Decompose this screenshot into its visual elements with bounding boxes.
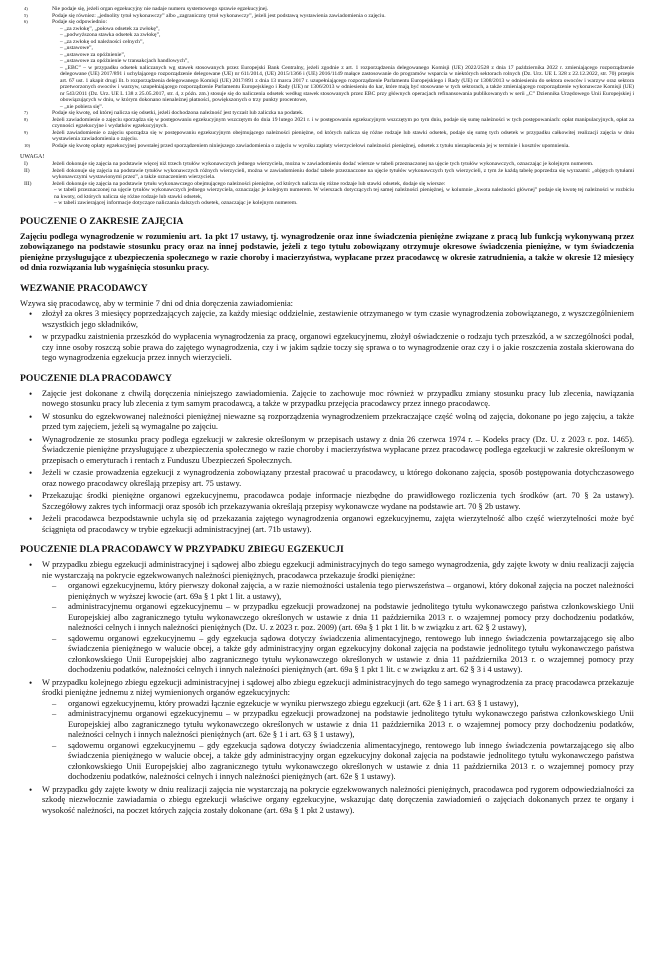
footnote: 5) Podaje się równiez: „jednolity tytuł wykonawczy” albo „zagraniczny tytuł wykonawczy”, jeżeli jest podstawą wystawienia zawiadomienia o zajęciu.: [24, 12, 386, 19]
footnote-option: – „podwyższona stawka odsetek za zwłokę”,: [60, 32, 161, 38]
footnote-option: – „ustawowe”,: [60, 45, 93, 51]
wezwanie-list: [20, 309, 634, 364]
list-item: • złożył za okres 3 miesięcy poprzedzających zajęcie, za każdy miesiąc oddzielnie, zestawienie otrzymanego w tym czasie wynagrodzenia zobowiązanego, z wyszczególnieniem wszystkich jego składników,: [42, 309, 634, 330]
footnote: 10) Podaje się kwotę opłaty egzekucyjnej powstałej przed sporządzeniem niniejszego zawiadomienia o zajęciu w wyniku zapłaty wierzycielowi należności pieniężnej, odsetek z tytułu niezapłacenia jej w terminie i kosztów upomnienia.: [24, 142, 570, 149]
section-heading-zakres: POUCZENIE O ZAKRESIE ZAJĘCIA: [20, 215, 184, 227]
uwaga-section: [20, 154, 634, 207]
list-item: • w przypadku zaistnienia przeszkód do wypłacenia wynagrodzenia za pracę, organowi egzekucyjnemu, złożył oświadczenie o rodzaju tych przeszkód, a w szczególności podał, czy inne osoby roszczą sobie prawa do zajętego wynagrodzenia, czy i w jakim sądzie toczy się sprawa o to wynagrodzenie oraz czy i o jakie roszczenia została skierowana do tego wynagrodzenia egzekucja przez innych wierzycieli.: [42, 332, 634, 364]
footnote: 4) Nie podaje się, jeżeli organ egzekucyjny nie nadaje numeru systemowego sprawie egzekucyjnej.: [24, 6, 269, 12]
wezwanie-intro: Wzywa się pracodawcę, aby w terminie 7 dni od dnia doręczenia zawiadomienia:: [20, 298, 294, 308]
uwaga-title: UWAGA!: [20, 154, 45, 160]
footnote: 8) Jeżeli zawiadomienie o zajęciu sporządza się w postępowaniu egzekucyjnym wszczętym do dnia 19 lutego 2021 r. i w postępowaniu egzekucyjnym wszczętym po tym dniu, podaje się sumę należności w tych postępowaniach: opłat manipulacyjnych, opłat za czynności egzekucyjne i wydatków egzekucyjnych.: [24, 116, 634, 129]
zbieg-list: [20, 560, 634, 816]
footnote-option: – „nie pobiera się”.: [60, 103, 104, 110]
zbieg-sublist-1: [42, 581, 634, 676]
list-item: • Wynagrodzenie ze stosunku pracy podlega egzekucji w zakresie określonym w przepisach ustawy z dnia 26 czerwca 1974 r. – Kodeks pracy (Dz. U. z 2023 r. poz. 1465). Świadczenie pieniężne przysługujące z ubezpieczenia społecznego w razie choroby i macierzyństwa wypłacane przez pracodawcę podlega egzekucji w zakresie określonym w przepisach o emeryturach i rentach z Funduszu Ubezpieczeń Społecznych.: [42, 435, 634, 467]
uwaga-item: II) Jeżeli dokonuje się zajęcia na podstawie tytułów wykonawczych różnych wierzycieli, można w zawiadomieniu dodać tabele przeznaczone na ujęcie tytułów wykonawczych tych wierzycieli, z tym że każdą tabelę poprzedza się wyrazami: „objętych tytułami wykonawczymi wystawionymi przez”, a także oznaczeniem wierzyciela.: [24, 167, 634, 180]
sublist-item: – administracyjnemu organowi egzekucyjnemu – w przypadku egzekucji prowadzonej na podstawie jednolitego tytułu wykonawczego państwa członkowskiego Unii Europejskiej albo zagranicznego tytułu wykonawczego określonych w ustawie z dnia 11 października 2013 r. o wzajemnej pomocy przy dochodzeniu podatków, należności celnych i innych należności pieniężnych (art. 62e § 1 i art. 63 § 1 ustawy),: [68, 709, 634, 741]
list-item: • W stosunku do egzekwowanej należności pieniężnej niewazne są rozporządzenia wynagrodzeniem przekraczające część wolną od zajęcia, dokonane po jego zajęciu, a także przed tym zajęciem, jeżeli są wymagalne po zajęciu.: [42, 412, 634, 433]
footnote: 9) Jeżeli zawiadomienie o zajęciu sporządza się w postępowaniu egzekucyjnym obejmującego należności pieniężne, od których nalicza się różne rodzaje lub stawki odsetek, podaje się sumę tych odsetek w przypadku całkowitej realizacji zajęcia w dniu wystawienia zawiadomienia o zajęciu.: [24, 129, 634, 142]
sublist-item: – sądowemu organowi egzekucyjnemu – gdy egzekucja sądowa dotyczy świadczenia alimentacyjnego, rentowego lub innego świadczenia powtarzającego się albo świadczenia pieniężnego w walucie obcej, a także gdy administracyjny organ egzekucyjny dokonał zajęcia na podstawie jednolitego tytułu wykonawczego państwa członkowskiego Unii Europejskiej albo zagranicznego tytułu wykonawczego określonych w ustawie z dnia 11 października 2013 r. o wzajemnej pomocy przy dochodzeniu podatków, należności celnych i innych należności pieniężnych (art. 62e § 1 ustawy).: [68, 741, 634, 783]
footnote: 7) Podaje się kwotę, od której nalicza się odsetki, jeżeli dochodzona należność jest tyczaśt lub zaliczka na podatek.: [24, 110, 304, 116]
section-heading-pouczenie: POUCZENIE DLA PRACODAWCY: [20, 372, 172, 384]
list-item: • Jeżeli w czasie prowadzenia egzekucji z wynagrodzenia zobowiązany przestał pracować u pracodawcy, u którego dokonano zajęcia, sposób postępowania dotychczasowego oraz nowego pracodawcy określają przepisy art. 75 ustawy.: [42, 468, 634, 489]
uwaga-subitem: – w tabeli zawierającej informacje dotyczące naliczania dalszych odsetek, oznaczając je kolejnym numerem.: [54, 200, 298, 206]
list-item: • Jeżeli pracodawca bezpodstawnie uchyla się od przekazania zajętego wynagrodzenia organowi egzekucyjnemu, zajęta wierzytelność albo część wierzytelności może być ściągnięta od pracodawcy w trybie egzekucji administracyjnej (art. 71b ustawy).: [42, 514, 634, 535]
footnote-option: – „za zwłokę od należności celnych”,: [60, 38, 144, 45]
footnote: 6) Podaje się odpowiednio:: [24, 19, 107, 25]
footnotes-section: [20, 6, 634, 149]
pouczenie-list: [20, 389, 634, 536]
footnote-option: – „ustawowe za opóźnienie w transakcjach handlowych”,: [60, 58, 189, 64]
list-item: • W przypadku gdy zajęte kwoty w dniu realizacji zajęcia nie wystarczają na pokrycie egzekwowanych należności pieniężnych, pracodawca pod rygorem odpowiedzialności za szkodę niezwłocznie zawiadamia o zbiegu egzekucji właściwe organy egzekucyjne, wskazując datę doręczenia zawiadomień o zajęciach dokonanych przez te organy i wysokość należności, na poczet których zajęcia zostały dokonane (art. 69a § 1 pkt 2 ustawy).: [42, 785, 634, 817]
uwaga-subitem: – w tabeli przeznaczonej na ujęcie tytułów wykonawczych jednego wierzyciela, oznaczając je kolejnym numerem. W wierszach dotyczących tej samej należności pieniężnej, w kolumnie „kwota należności głównej” podaje się kwotę tej należności w rozbiciu na kwoty, od których nalicza się różne rodzaje lub stawki odsetek,: [54, 187, 634, 200]
uwaga-item: I) Jeżeli dokonuje się zajęcia na podstawie więcej niż trzech tytułów wykonawczych jednego wierzyciela, można w zawiadomieniu dodać wiersze w tabeli przeznaczonej na ujęcie tych tytułów wykonawczych, oznaczając je kolejnym numerem.: [24, 161, 594, 167]
list-item: • Zajęcie jest dokonane z chwilą doręczenia niniejszego zawiadomienia. Zajęcie to zachowuje moc również w przypadku zmiany stosunku pracy lub zlecenia, nawiązania nowego stosunku pracy lub zlecenia z tym samym pracodawcą, a także w przypadku przejęcia pracodawcy przez innego pracodawcę.: [42, 389, 634, 410]
section-heading-wezwanie: WEZWANIE PRACODAWCY: [20, 282, 148, 294]
list-item: [42, 560, 634, 676]
sublist-item: – organowi egzekucyjnemu, który pierwszy dokonał zajęcia, a w razie niemożności ustalenia tego pierwszeństwa – organowi, który dokonał zajęcia na poczet należności pieniężnych w wyższej kwocie (art. 69a § 1 pkt 1 lit. a ustawy),: [68, 581, 634, 602]
uwaga-item: III) Jeżeli dokonuje się zajęcia na podstawie tytułu wykonawczego obejmującego należności pieniężne, od których nalicza się różne rodzaje lub stawki odsetek, dodaje się wiersze:: [24, 180, 446, 187]
list-item: [42, 678, 634, 783]
section-heading-zbieg: POUCZENIE DLA PRACODAWCY W PRZYPADKU ZBIEGU EGZEKUCJI: [20, 544, 344, 555]
footnote-option: – „za zwłokę”, „połowa odsetek za zwłokę”,: [60, 25, 160, 32]
sublist-item: – organowi egzekucyjnemu, który prowadzi łącznie egzekucje w wyniku pierwszego zbiegu egzekucji (art. 62e § 1 i art. 63 § 1 ustawy),: [68, 699, 634, 710]
sublist-item: – sądowemu organowi egzekucyjnemu – gdy egzekucja sądowa dotyczy świadczenia alimentacyjnego, rentowego lub innego świadczenia powtarzającego się albo świadczenia pieniężnego w walucie obcej, a także gdy administracyjny organ egzekucyjny dokonał zajęcia na podstawie jednolitego tytułu wykonawczego państwa członkowskiego Unii Europejskiej albo zagranicznego tytułu wykonawczego określonych w ustawie z dnia 11 października 2013 r. o wzajemnej pomocy przy dochodzeniu podatków, należności celnych i innych należności pieniężnych (art. 69a § 1 pkt 1 lit. c w związku z art. 62 § 3 i 4 ustawy).: [68, 634, 634, 676]
list-item: • Przekazując środki pieniężne organowi egzekucyjnemu, pracodawca podaje informacje niezbędne do prawidłowego rozliczenia tych środków (art. 70 § 2a ustawy). Szczegółowy zakres tych informacji oraz sposób ich przekazywania określają przepisy wykonawcze wydane na podstawie art. 70 § 2b ustawy.: [42, 491, 634, 512]
zakres-paragraph: Zajęciu podlega wynagrodzenie w rozumieniu art. 1a pkt 17 ustawy, tj. wynagrodzenie oraz inne świadczenia pieniężne związane z pracą lub funkcją wykonywaną przez zobowiązanego na podstawie stosunku pracy oraz na innej podstawie, jeżeli z tego tytułu zobowiązany otrzymuje okresowe świadczenia pieniężne, w tym świadczenia pieniężne przysługujące z ubezpieczenia społecznego w razie choroby i macierzyństwa, wypłacane przez pracodawcę w okresie zatrudnienia, a także w okresie 12 miesięcy od dnia rozwiązania lub wygaśnięcia stosunku pracy.: [20, 231, 634, 272]
zbieg-intro-2: W przypadku kolejnego zbiegu egzekucji administracyjnej i sądowej albo zbiegu egzekucji administracyjnych do tego samego wynagrodzenia za pracę pracodawca przekazuje środki pieniężne jednemu z niżej wymienionych organów egzekucyjnych:: [42, 677, 634, 697]
sublist-item: – administracyjnemu organowi egzekucyjnemu – w przypadku egzekucji prowadzonej na podstawie jednolitego tytułu wykonawczego państwa członkowskiego Unii Europejskiej albo zagranicznego tytułu wykonawczego określonych w ustawie z dnia 11 października 2013 r. o wzajemnej pomocy przy dochodzeniu podatków, należności celnych i innych należności pieniężnych (Dz. U. z 2023 r. poz. 2009) (art. 69a § 1 pkt 1 lit. b w związku z art. 62 § 2 ustawy),: [68, 602, 634, 634]
zbieg-sublist-2: [42, 699, 634, 783]
footnote-option: – „ustawowe za opóźnienie”,: [60, 51, 126, 58]
zbieg-intro-1: W przypadku zbiegu egzekucji administracyjnej i sądowej albo zbiegu egzekucji administracyjnych do tego samego wynagrodzenia, gdy zajęte kwoty w dniu realizacji zajęcia nie wystarczają na pokrycie egzekwowanych należności pieniężnych, pracodawca przekazuje środki pieniężne:: [42, 560, 634, 580]
footnote-option-ebc: – „EBC” – w przypadku odsetek naliczanych wg stawek stosowanych przez Europejski Bank Centralny, jeżeli zgodnie z art. 1 rozporządzenia delegowanego Komisji (UE) 2022/2528 z dnia 17 października 2022 r. zmieniającego rozporządzenie delegowane (UE) 2017/891 i uchylającego rozporządzenie delegowane (UE) nr 611/2014, (UE) 2015/1366 i (UE) 2016/1149 małące zastosowanie do programów wsparcia w niektórych sektorach rolnych (Dz. Urz. UE L 328 z 22.12.2022, str. 70) przepis art. 67 ust. 1 akapit drugi lit. b rozporządzenia delegowanego Komisji (UE) 2017/891 z dnia 13 marca 2017 r. uzupełniającego rozporządzenie Parlamentu Europejskiego i Rady (UE) nr 1308/2013 w odniesieniu do sektora owoców i warzyw oraz sektora przetworzonych owoców i warzyw, uzupełniającego rozporządzenie Parlamentu Europejskiego i Rady (UE) nr 1306/2013 w odniesieniu do kar, które mają być stosowane w tych sektorach, a także zmieniającego rozporządzenie wykonawcze Komisji (UE) nr 543/2011 (Dz. Urz. UE L 138 z 25.05.2017, str. 4, z późn. zm.) stosuje się do naliczenia odsetek według stawek stosowanych przez EBC przy głównych operacjach refinansowania publikowanych w serii „C” Dziennika Urzędowego Unii Europejskiej i obowiązujących w dniu, w którym dokonano nienależnej płatności, powiększonych o trzy punkty procentowe,: [60, 64, 634, 103]
